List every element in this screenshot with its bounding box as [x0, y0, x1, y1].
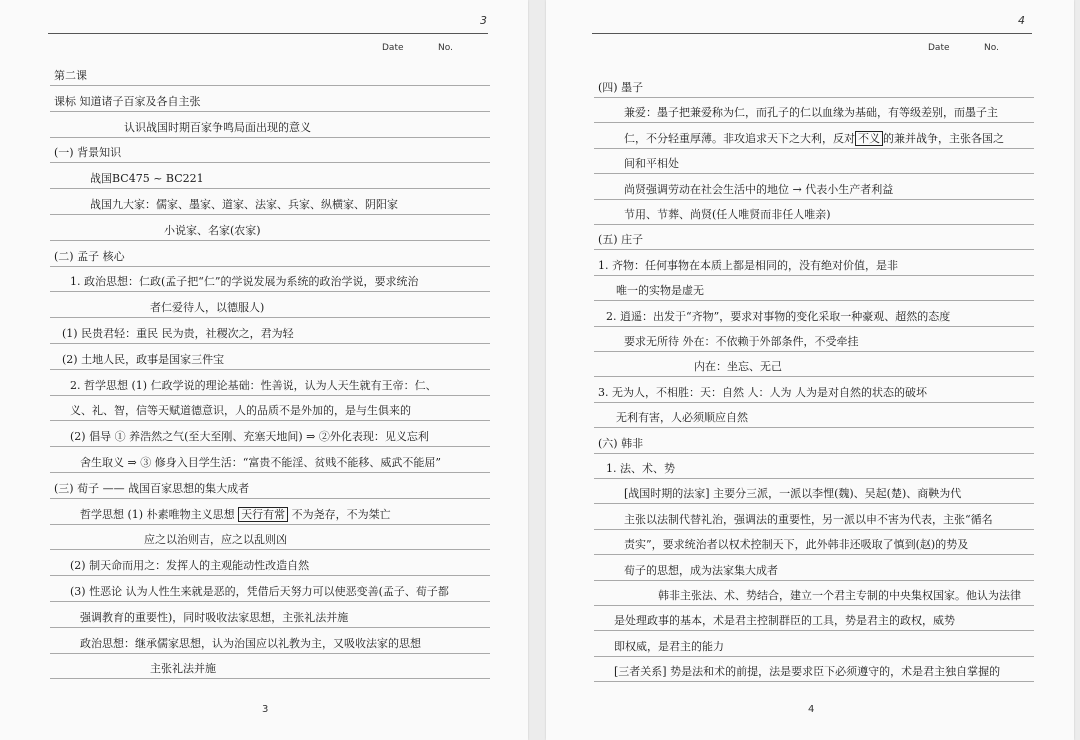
header-rule	[592, 33, 1032, 34]
note-line	[594, 103, 1034, 123]
note-line	[594, 230, 1034, 250]
note-line-text: 2. 逍遥：出发于“齐物”，要求对事物的变化采取一种豪观、超然的态度	[606, 309, 951, 323]
note-line-text: 1. 政治思想：仁政(孟子把“仁”的学说发展为系统的政治学说，要求统治	[70, 275, 419, 289]
note-line	[50, 247, 490, 267]
note-line-text: 是处理政事的基本，术是君主控制群臣的工具，势是君主的政权，威势	[614, 614, 955, 628]
note-line	[50, 582, 490, 602]
note-line-text: (3) 性恶论 认为人性生来就是恶的，凭借后天努力可以使恶变善(孟子、荀子都	[70, 585, 449, 598]
note-line	[50, 427, 490, 447]
note-line	[50, 169, 490, 189]
note-line	[594, 281, 1034, 301]
note-line-text: 认识战国时期百家争鸣局面出现的意义	[124, 120, 311, 134]
notebook-page-right	[546, 0, 1074, 740]
note-line	[594, 332, 1034, 352]
note-line	[50, 221, 490, 241]
note-line-text: 1. 法、术、势	[606, 462, 675, 475]
boxed-word: 不义	[855, 131, 883, 146]
note-line-text: 仁，不分轻重厚薄。非攻追求天下之大利，反对	[624, 131, 855, 145]
boxed-tail: 的兼并战争，主张各国之	[883, 131, 1004, 145]
note-line-text: 1. 齐物：任何事物在本质上都是相同的，没有绝对价值，是非	[598, 258, 898, 272]
date-label: Date	[382, 43, 404, 53]
note-line	[50, 479, 490, 499]
note-line	[594, 662, 1034, 682]
note-line	[50, 659, 490, 679]
note-line	[594, 180, 1034, 200]
note-line	[594, 637, 1034, 657]
note-line	[594, 205, 1034, 225]
note-line-text: 哲学思想 (1) 朴素唯物主义思想	[80, 507, 235, 521]
note-line	[50, 453, 490, 473]
note-line-text: (二) 孟子 核心	[54, 249, 125, 263]
note-line-text: (2) 倡导 ① 养浩然之气(至大至刚、充塞天地间) ⇒ ②外化表现：见义忘利	[70, 430, 429, 444]
corner-mark: 4	[1018, 14, 1025, 27]
page-number: 3	[262, 704, 269, 715]
note-line	[50, 92, 490, 112]
note-line	[50, 324, 490, 344]
note-line-text: 唯一的实物是虚无	[616, 284, 704, 298]
note-line-text: 战国BC475 ~ BC221	[90, 172, 204, 186]
note-line-text: (四) 墨子	[598, 81, 644, 94]
note-line-text: (五) 庄子	[598, 233, 644, 247]
note-line-text: 第二课	[54, 69, 87, 82]
note-line	[594, 561, 1034, 581]
note-line-text: 舍生取义 ⇒ ③ 修身入目学生活：“富贵不能淫、贫贱不能移、威武不能屈”	[80, 456, 441, 469]
note-line	[594, 256, 1034, 276]
note-line	[50, 143, 490, 163]
note-line-text: (六) 韩非	[598, 436, 644, 450]
note-line	[50, 634, 490, 654]
boxed-tail: 不为尧存，不为桀亡	[288, 507, 391, 521]
note-line	[50, 350, 490, 370]
header-rule	[48, 33, 488, 34]
note-line	[594, 535, 1034, 555]
note-line-text: 主张以法制代替礼治，强调法的重要性，另一派以申不害为代表，主张“循名	[624, 512, 993, 526]
note-line-text: 政治思想：继承儒家思想，认为治国应以礼教为主，又吸收法家的思想	[80, 636, 421, 650]
note-line-text: (一) 背景知识	[54, 146, 122, 160]
note-line-text: 尚贤强调劳动在社会生活中的地位 → 代表小生产者利益	[624, 182, 894, 196]
note-line	[594, 357, 1034, 377]
note-line-text: 3. 无为人，不相胜：天：自然 人：人为 人为是对自然的状态的破坏	[598, 385, 927, 399]
note-line	[50, 118, 490, 138]
page-number: 4	[808, 704, 815, 715]
note-line-text: (1) 民贵君轻：重民 民为贵，社稷次之，君为轻	[62, 327, 294, 340]
note-line	[594, 484, 1034, 504]
note-line-text: 小说家、名家(农家)	[164, 223, 261, 237]
note-line-text: 内在：坐忘、无己	[694, 360, 782, 374]
note-line	[594, 586, 1034, 606]
note-line	[50, 505, 490, 525]
note-line-text: 要求无所待 外在：不依赖于外部条件，不受牵挂	[624, 335, 859, 348]
note-line-text: 间和平相处	[624, 157, 679, 171]
note-line	[50, 608, 490, 628]
note-line	[50, 272, 490, 292]
note-line	[594, 154, 1034, 174]
note-line	[50, 195, 490, 215]
note-line-text: 节用、节葬、尚贤(任人唯贤而非任人唯亲)	[624, 208, 831, 221]
date-label: Date	[928, 43, 950, 53]
note-line-text: 兼爱：墨子把兼爱称为仁，而孔子的仁以血缘为基础，有等级差别，而墨子主	[624, 106, 998, 120]
note-line-text: 责实”，要求统治者以权术控制天下，此外韩非还吸取了慎到(赵)的势及	[624, 538, 969, 552]
note-line	[594, 434, 1034, 454]
note-line-text: 义、礼、智，信等天赋道德意识，人的品质不是外加的，是与生俱来的	[70, 404, 411, 418]
corner-mark: 3	[480, 14, 487, 27]
note-line-text: (2) 土地人民，政事是国家三件宝	[62, 352, 225, 366]
no-label: No.	[984, 43, 999, 53]
note-line-text: 者仁爱待人，以德服人)	[150, 301, 265, 315]
note-line	[594, 611, 1034, 631]
note-line-text: 无利有害，人必须顺应自然	[616, 411, 748, 425]
no-label: No.	[438, 43, 453, 53]
note-line-text: 战国九大家：儒家、墨家、道家、法家、兵家、纵横家、阴阳家	[90, 198, 398, 211]
note-line	[594, 408, 1034, 428]
note-line	[594, 383, 1034, 403]
note-line	[50, 298, 490, 318]
note-line-text: 课标 知道诸子百家及各自主张	[54, 94, 201, 108]
note-line-text: 韩非主张法、术、势结合，建立一个君主专制的中央集权国家。他认为法律	[658, 589, 1021, 602]
note-line	[50, 66, 490, 86]
note-line	[594, 129, 1034, 149]
note-line-text: 2. 哲学思想 (1) 仁政学说的理论基础：性善说，认为人天生就有王帝：仁、	[70, 378, 437, 392]
note-line-text: 即权威，是君主的能力	[614, 639, 724, 653]
note-line-text: (2) 制天命而用之：发挥人的主观能动性改造自然	[70, 559, 310, 573]
note-line-text: [三者关系] 势是法和术的前提，法是要求臣下必须遵守的，术是君主独自掌握的	[614, 665, 1001, 679]
note-line	[50, 376, 490, 396]
notebook-page-left	[0, 0, 528, 740]
note-line	[594, 307, 1034, 327]
note-line	[594, 78, 1034, 98]
note-line-text: 主张礼法并施	[150, 662, 216, 676]
note-line-text: 应之以治则吉，应之以乱则凶	[144, 533, 287, 547]
note-line	[50, 530, 490, 550]
boxed-phrase: 天行有常	[238, 507, 288, 522]
note-line	[50, 556, 490, 576]
note-line-text: (三) 荀子 —— 战国百家思想的集大成者	[54, 481, 250, 495]
note-line-text: [战国时期的法家] 主要分三派，一派以李悝(魏)、吴起(楚)、商鞅为代	[624, 487, 962, 501]
note-line	[594, 510, 1034, 530]
note-line-text: 荀子的思想，成为法家集大成者	[624, 563, 778, 577]
note-line	[594, 459, 1034, 479]
note-line	[50, 401, 490, 421]
note-line-text: 强调教育的重要性)，同时吸收法家思想，主张礼法并施	[80, 610, 349, 624]
